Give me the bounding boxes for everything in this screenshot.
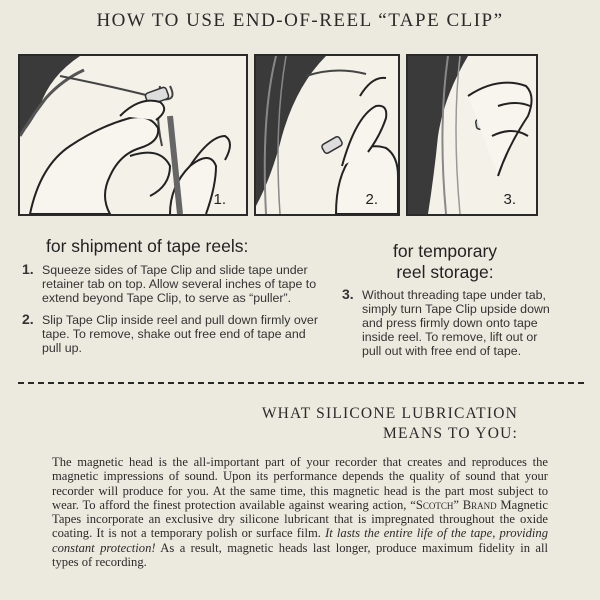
step-1 [22, 263, 320, 305]
paragraph-text-a: The magnetic head is the all-important part of your recorder that creates and reproduces the magnetic impressions of sound. Upon its performance depends the quality of sound that your recorder will produce for you. At the same time, this magnetic head is the part most subject to wear. To afford the finest protection available against wearing action, “ [52, 455, 548, 512]
silicone-paragraph [52, 455, 548, 569]
page-title: HOW TO USE END-OF-REEL “TAPE CLIP” [96, 10, 504, 31]
step-number: 1. [22, 261, 34, 277]
paragraph-emphasis: It lasts the entire life of the tape, providing constant protection! [52, 526, 549, 555]
silicone-heading-line1: WHAT SILICONE LUBRICATION [261, 405, 518, 422]
hands-clip-illustration-1 [20, 56, 246, 214]
hands-clip-illustration-3 [408, 56, 536, 214]
step-3 [342, 288, 554, 358]
storage-steps [342, 288, 554, 366]
storage-heading-line1: for temporary [392, 241, 498, 261]
paragraph-text-b: Magnetic Tapes incorporate an exclusive dry silicone lubricant that is impregnated throughout the oxide coating. It is not a temporary polish or surface film. [52, 497, 548, 541]
silicone-heading-line2: MEANS TO YOU: [382, 425, 518, 442]
step-number: 2. [22, 311, 34, 327]
panel-number: 2. [365, 191, 378, 208]
step-text: Squeeze sides of Tape Clip and slide tape under retainer tab on top. Allow several inches of tape to extend beyond Tape Clip, to serve as “puller”. [42, 263, 317, 305]
panel-number: 3. [503, 191, 516, 208]
silicone-heading [262, 404, 518, 444]
illustration-panel-1 [18, 54, 248, 216]
illustration-panel-2 [254, 54, 400, 216]
storage-heading [360, 241, 530, 283]
shipment-steps [22, 263, 320, 363]
panel-number: 1. [213, 191, 226, 208]
step-text: Slip Tape Clip inside reel and pull down firmly over tape. To remove, shake out free end of tape and pull up. [42, 313, 318, 355]
step-number: 3. [342, 286, 354, 302]
storage-heading-line2: reel storage: [396, 262, 494, 282]
step-2 [22, 313, 320, 355]
illustration-panel-3 [406, 54, 538, 216]
shipment-heading: for shipment of tape reels: [46, 236, 249, 256]
step-text: Without threading tape under tab, simply turn Tape Clip upside down and press firmly down onto tape inside reel. To remove, lift out or pull out with free end of tape. [362, 288, 550, 358]
paragraph-text-c: As a result, magnetic heads last longer, produce maximum fidelity in all types of recording. [52, 540, 548, 570]
brand-name: Scotch” Brand [415, 497, 497, 512]
dashed-divider [18, 382, 584, 384]
